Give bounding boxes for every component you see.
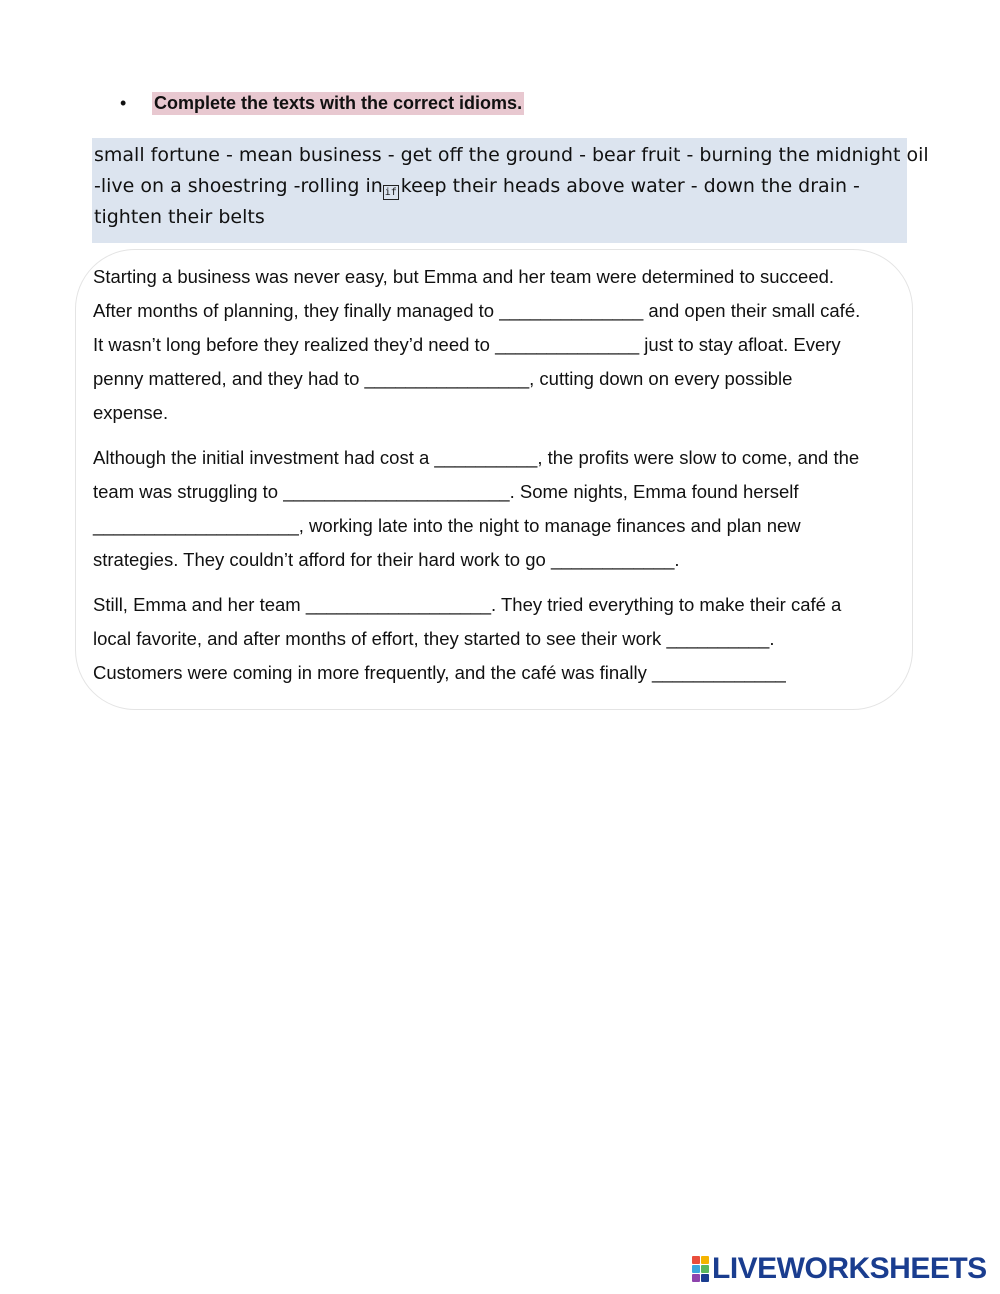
logo-square <box>692 1274 700 1282</box>
word-bank-line-2-start: -live on a shoestring -rolling in <box>94 175 383 197</box>
logo-mark-icon <box>692 1256 709 1282</box>
paragraph-line: Starting a business was never easy, but Emma and her team were determined to succeed. <box>93 266 835 287</box>
logo-square <box>701 1256 709 1264</box>
instruction-text: Complete the texts with the correct idioms. <box>154 93 523 113</box>
logo-text: LIVEWORKSHEETS <box>712 1252 987 1285</box>
paragraph-line[interactable]: penny mattered, and they had to ________________, cutting down on every possible <box>93 368 793 389</box>
paragraph-line[interactable]: Still, Emma and her team __________________. They tried everything to make their café a <box>93 594 842 615</box>
paragraph-line[interactable]: local favorite, and after months of effort, they started to see their work __________. <box>93 628 775 649</box>
word-bank-line-2 <box>94 171 903 202</box>
paragraph-1 <box>93 260 913 430</box>
liveworksheets-logo <box>692 1252 987 1286</box>
instruction <box>120 92 524 115</box>
logo-square <box>692 1256 700 1264</box>
word-bank-line-3: tighten their belts <box>94 206 265 228</box>
paragraph-line: expense. <box>93 402 169 423</box>
word-bank <box>92 138 929 243</box>
paragraph-line[interactable]: team was struggling to ______________________. Some nights, Emma found herself <box>93 481 799 502</box>
paragraph-line[interactable]: Although the initial investment had cost a __________, the profits were slow to come, and the <box>93 447 860 468</box>
paragraph-line[interactable]: It wasn’t long before they realized they’d need to ______________ just to stay afloat. Every <box>93 334 841 355</box>
paragraph-3 <box>93 588 913 690</box>
bullet-icon: • <box>120 93 127 113</box>
logo-square <box>692 1265 700 1273</box>
paragraph-line[interactable]: Customers were coming in more frequently, and the café was finally _____________ <box>93 662 786 683</box>
paragraph-line[interactable]: strategies. They couldn’t afford for their hard work to go ____________. <box>93 549 680 570</box>
word-bank-line-1: small fortune - mean business - get off the ground - bear fruit - burning the midnight oil <box>94 144 929 166</box>
logo-square <box>701 1274 709 1282</box>
logo-square <box>701 1265 709 1273</box>
paragraph-line[interactable]: ____________________, working late into the night to manage finances and plan new <box>93 515 801 536</box>
paragraph-line[interactable]: After months of planning, they finally managed to ______________ and open their small café. <box>93 300 861 321</box>
if-glyph-icon: if <box>384 187 397 198</box>
word-bank-line-2-end: keep their heads above water - down the drain - <box>400 175 860 197</box>
paragraph-2 <box>93 441 913 577</box>
